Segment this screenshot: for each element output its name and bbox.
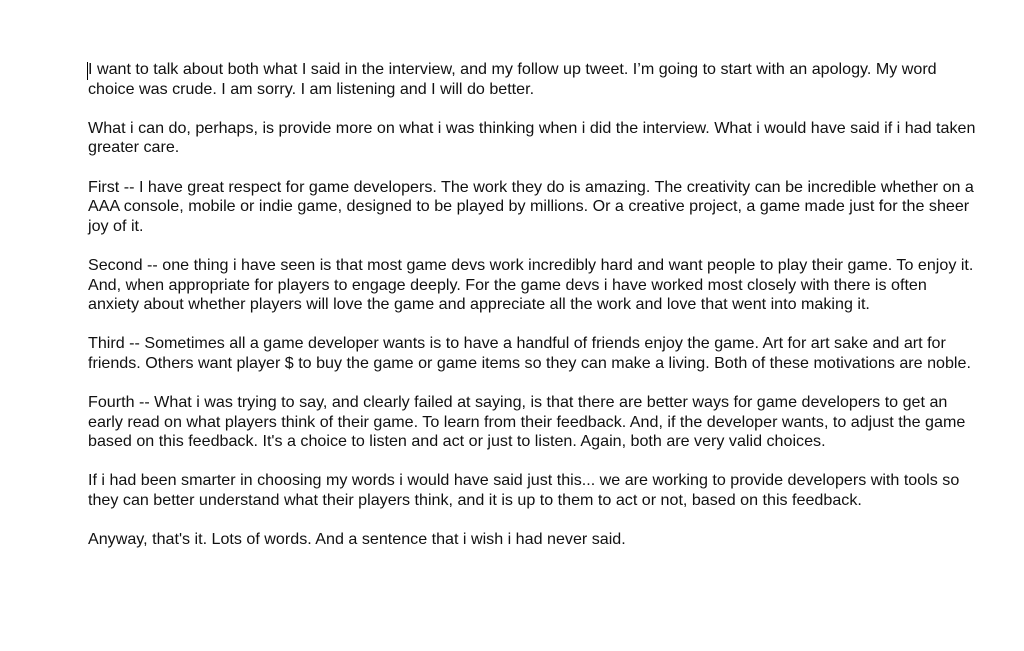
paragraph-intro: What i can do, perhaps, is provide more on what i was thinking when i did the interview. What i would have said if i had taken greater care. bbox=[88, 118, 976, 157]
paragraph-closing: Anyway, that's it. Lots of words. And a sentence that i wish i had never said. bbox=[88, 530, 626, 549]
paragraph-first: First -- I have great respect for game developers. The work they do is amazing. The creativity can be incredible whether on a AAA console, mobile or indie game, designed to be played by millions. Or a creative project, a game made just for the sheer joy of it. bbox=[88, 177, 974, 235]
paragraph-apology: I want to talk about both what I said in the interview, and my follow up tweet. I’m going to start with an apology. My word choice was crude. I am sorry. I am listening and I will do better. bbox=[88, 60, 937, 98]
paragraph-summary: If i had been smarter in choosing my words i would have said just this... we are working to provide developers with tools so they can better understand what their players think, and it is up to them to act or not, based on this feedback. bbox=[88, 471, 960, 510]
paragraph-fourth: Fourth -- What i was trying to say, and clearly failed at saying, is that there are better ways for game developers to get an early read on what players think of their game. To learn from their feedback. And, if the developer wants, to adjust the game based on this feedback. It's a choice to listen and act or just to listen. Again, both are very valid choices. bbox=[88, 393, 966, 451]
document-body[interactable] bbox=[88, 60, 978, 569]
paragraph-second: Second -- one thing i have seen is that most game devs work incredibly hard and want people to play their game. To enjoy it. And, when appropriate for players to engage deeply. For the game devs i have worked most closely with there is often anxiety about whether players will love the game and appreciate all the work and love that went into making it. bbox=[88, 255, 974, 314]
paragraph-third: Third -- Sometimes all a game developer wants is to have a handful of friends enjoy the game. Art for art sake and art for friends. Others want player $ to buy the game or game items so they can make a living. Both of these motivations are noble. bbox=[88, 334, 971, 372]
